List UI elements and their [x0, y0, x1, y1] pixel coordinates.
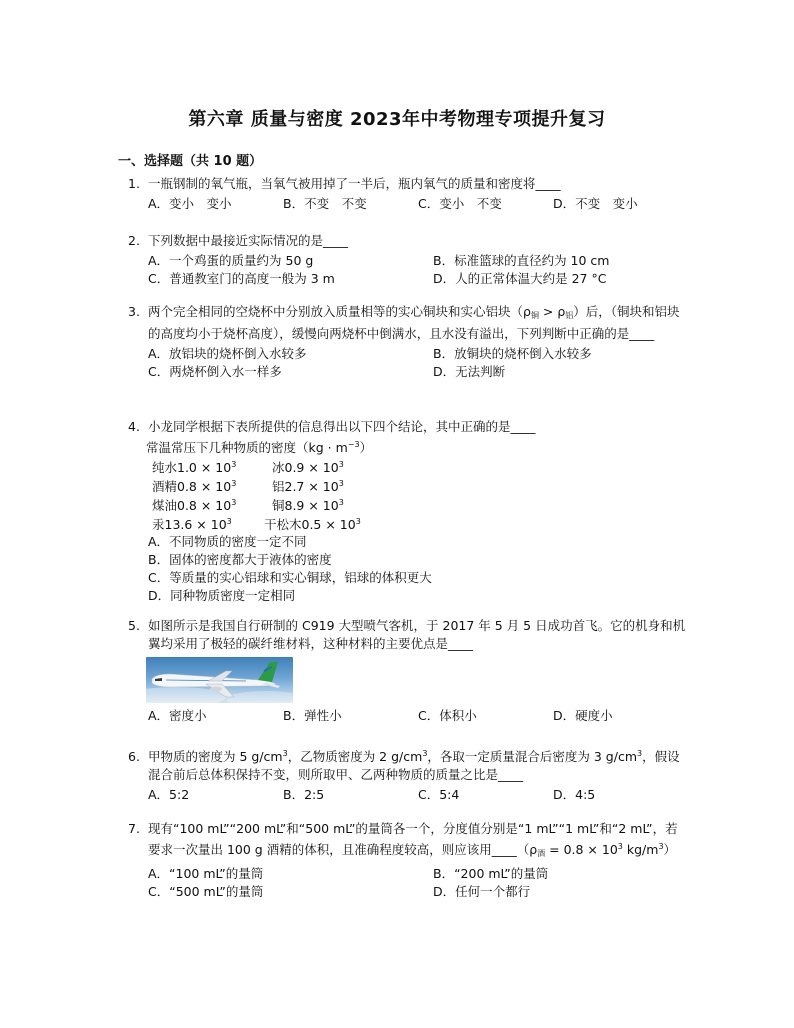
option-d: D．同种物质密度一定相同 — [148, 588, 296, 603]
option-c: C．“500 mL”的量筒 — [148, 884, 264, 899]
option-c: C．等质量的实心铝球和实心铜球，铝球的体积更大 — [148, 570, 432, 585]
table-row: 酒精$0.8 \times 10^3$ 铝$2.7 \times 10^3$ — [152, 479, 344, 494]
option-a: A．不同物质的密度一定不同 — [148, 534, 307, 549]
density-table — [128, 457, 688, 533]
option-d: D．人的正常体温大约是 27 °C — [433, 271, 607, 286]
question-stem: 小龙同学根据下表所提供的信息得出以下四个结论，其中正确的是____ — [148, 419, 536, 434]
question-3 — [128, 303, 688, 381]
question-number: 1. — [128, 176, 140, 191]
table-caption: 常温常压下几种物质的密度$(kg \cdot m^{-3})$ — [146, 440, 373, 455]
option-b: B．固体的密度都大于液体的密度 — [148, 552, 332, 567]
question-stem: 下列数据中最接近实际情况的是____ — [148, 233, 349, 248]
option-d: D．任何一个都行 — [433, 884, 531, 899]
section-heading: 一、选择题（共 10 题） — [118, 154, 263, 169]
question-stem: 甲物质的密度为 5 $g/cm^3$，乙物质密度为 2 $g/cm^3$，各取一定质量混合后密度为 3 $g/cm^3$，假设混合前后总体积保持不变，则所取甲、乙两种物质的质量之比是____ — [148, 749, 680, 782]
option-d: D．硬度小 — [553, 708, 613, 723]
option-c: C．两烧杯倒入水一样多 — [148, 364, 282, 379]
question-number: 4. — [128, 419, 140, 434]
option-a: A．密度小 — [148, 708, 207, 723]
option-b: B．不变 不变 — [283, 196, 367, 211]
question-stem: 两个完全相同的空烧杯中分别放入质量相等的实心铜块和实心铝块$(\rho_铜 > \rho_铝)$后，（铜块和铝块的高度均小于烧杯高度），缓慢向两烧杯中倒满水，且水没有溢出，下列判断中正确的是____ — [148, 304, 680, 341]
question-number: 3. — [128, 304, 140, 319]
question-6 — [128, 745, 688, 804]
option-b: B．“200 mL”的量筒 — [433, 866, 549, 881]
option-a: A．放铝块的烧杯倒入水较多 — [148, 346, 307, 361]
option-a: A．变小 变小 — [148, 196, 232, 211]
question-2 — [128, 232, 688, 288]
question-5 — [128, 617, 688, 725]
question-1 — [128, 175, 688, 213]
question-stem: 现有“100 mL”“200 mL”和“500 mL”的量筒各一个，分度值分别是“1 mL”“1 mL”和“2 mL”，若要求一次量出 100 g 酒精的体积，且准确程度较高，则应该用$\_\_\_\_(\rho_酒 = 0.8 \times 10^3$ $kg/m^3$） — [148, 821, 678, 858]
question-4 — [128, 418, 688, 605]
table-row: 汞$13.6 \times 10^3$ 干松木$0.5 \times 10^3$ — [152, 517, 361, 532]
question-7 — [128, 820, 688, 901]
option-d: D．4:5 — [553, 787, 596, 802]
document-title: 第六章 质量与密度 2023年中考物理专项提升复习 — [188, 109, 606, 130]
option-b: B．弹性小 — [283, 708, 342, 723]
question-number: 7. — [128, 821, 140, 836]
option-c: C．5:4 — [418, 787, 460, 802]
option-c: C．变小 不变 — [418, 196, 502, 211]
option-b: B．放铜块的烧杯倒入水较多 — [433, 346, 592, 361]
question-number: 2. — [128, 233, 140, 248]
table-row: 煤油$0.8 \times 10^3$ 铜$8.9 \times 10^3$ — [152, 498, 344, 513]
question-stem: 如图所示是我国自行研制的 C919 大型喷气客机，于 2017 年 5 月 5 日成功首飞。它的机身和机翼均采用了极轻的碳纤维材料，这种材料的主要优点是____ — [148, 618, 686, 651]
option-a: A．5:2 — [148, 787, 190, 802]
option-b: B．标准篮球的直径约为 10 cm — [433, 253, 610, 268]
option-c: C．体积小 — [418, 708, 477, 723]
option-d: D．无法判断 — [433, 364, 506, 379]
option-d: D．不变 变小 — [553, 196, 638, 211]
option-c: C．普通教室门的高度一般为 3 m — [148, 271, 335, 286]
question-number: 6. — [128, 749, 140, 764]
option-b: B．2:5 — [283, 787, 325, 802]
question-stem: 一瓶钢制的氧气瓶，当氧气被用掉了一半后，瓶内氧气的质量和密度将____ — [148, 176, 561, 191]
option-a: A．“100 mL”的量筒 — [148, 866, 264, 881]
option-a: A．一个鸡蛋的质量约为 50 g — [148, 253, 314, 268]
table-row: 纯水$1.0 \times 10^3$ 冰$0.9 \times 10^3$ — [152, 460, 344, 475]
question-number: 5. — [128, 618, 140, 633]
c919-airplane-image — [146, 657, 293, 703]
